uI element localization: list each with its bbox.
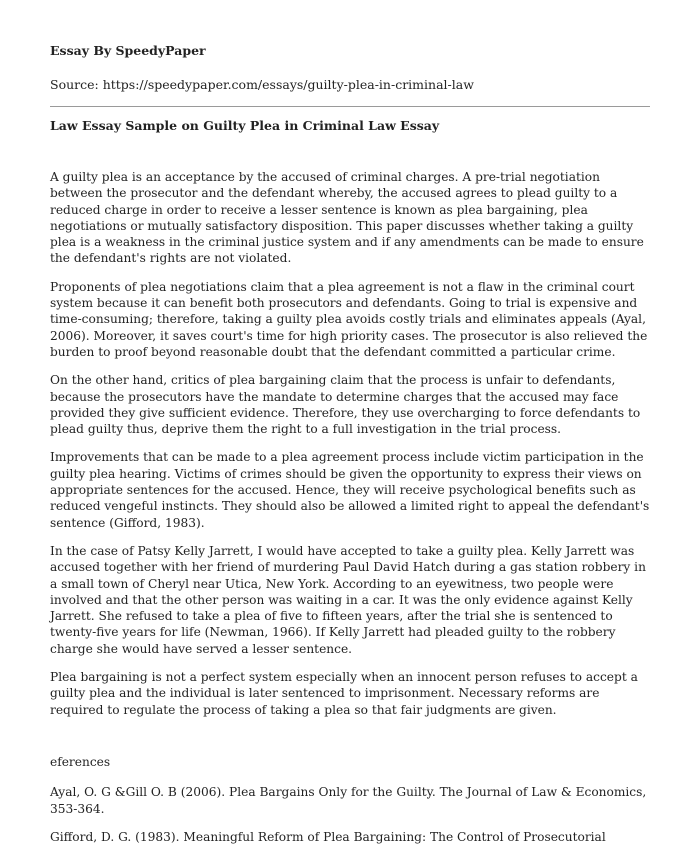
reference-item-1: Ayal, O. G &Gill O. B (2006). Plea Bargains Only for the Guilty. The Journal of Law & Economics, 353-364.	[50, 785, 647, 816]
reference-item-2: Gifford, D. G. (1983). Meaningful Reform of Plea Bargaining: The Control of Prosecutorial	[50, 829, 606, 844]
essay-title: Law Essay Sample on Guilty Plea in Criminal Law Essay	[50, 118, 440, 133]
references-heading: eferences	[50, 754, 111, 769]
essay-paragraph-2: Proponents of plea negotiations claim that a plea agreement is not a flaw in the criminal court system because it can benefit both prosecutors and defendants. Going to trial is expensive and time-consuming; therefore, taking a guilty plea avoids costly trials and eliminates appeals (Ayal, 2006). Moreover, it saves court's time for high priority cases. The prosecutor is also relieved the burden to proof beyond reasonable doubt that the defendant committed a particular crime.	[50, 279, 648, 359]
essay-paragraph-6: Plea bargaining is not a perfect system especially when an innocent person refuses to accept a guilty plea and the individual is later sentenced to imprisonment. Necessary reforms are required to regulate the process of taking a plea so that fair judgments are given.	[50, 670, 638, 717]
essay-paragraph-5: In the case of Patsy Kelly Jarrett, I would have accepted to take a guilty plea. Kelly Jarrett was accused together with her friend of murdering Paul David Hatch during a gas station robbery in a small town of Cheryl near Utica, New York. According to an eyewitness, two people were involved and that the other person was waiting in a car. It was the only evidence against Kelly Jarrett. She refused to take a plea of five to fifteen years, after the trial she is sentenced to twenty-five years for life (Newman, 1966). If Kelly Jarrett had pleaded guilty to the robbery charge she would have served a lesser sentence.	[50, 543, 646, 656]
essay-paragraph-4: Improvements that can be made to a plea agreement process include victim participation in the guilty plea hearing. Victims of crimes should be given the opportunity to express their views on appropriate sentences for the accused. Hence, they will receive psychological benefits such as reduced vengeful instincts. They should also be allowed a limited right to appeal the defendant's sentence (Gifford, 1983).	[50, 450, 650, 530]
header-divider	[50, 106, 650, 107]
essay-paragraph-1: A guilty plea is an acceptance by the accused of criminal charges. A pre-trial negotiation between the prosecutor and the defendant whereby, the accused agrees to plead guilty to a reduced charge in order to receive a lesser sentence is known as plea bargaining, plea negotiations or mutually satisfactory disposition. This paper discusses whether taking a guilty plea is a weakness in the criminal justice system and if any amendments can be made to ensure the defendant's rights are not violated.	[50, 170, 644, 266]
site-header-title: Essay By SpeedyPaper	[50, 43, 206, 58]
essay-paragraph-3: On the other hand, critics of plea bargaining claim that the process is unfair to defendants, because the prosecutors have the mandate to determine charges that the accused may face provided they give sufficient evidence. Therefore, they use overcharging to force defendants to plead guilty thus, deprive them the right to a full investigation in the trial process.	[50, 373, 641, 437]
source-line: Source: https://speedypaper.com/essays/guilty-plea-in-criminal-law	[50, 77, 474, 92]
